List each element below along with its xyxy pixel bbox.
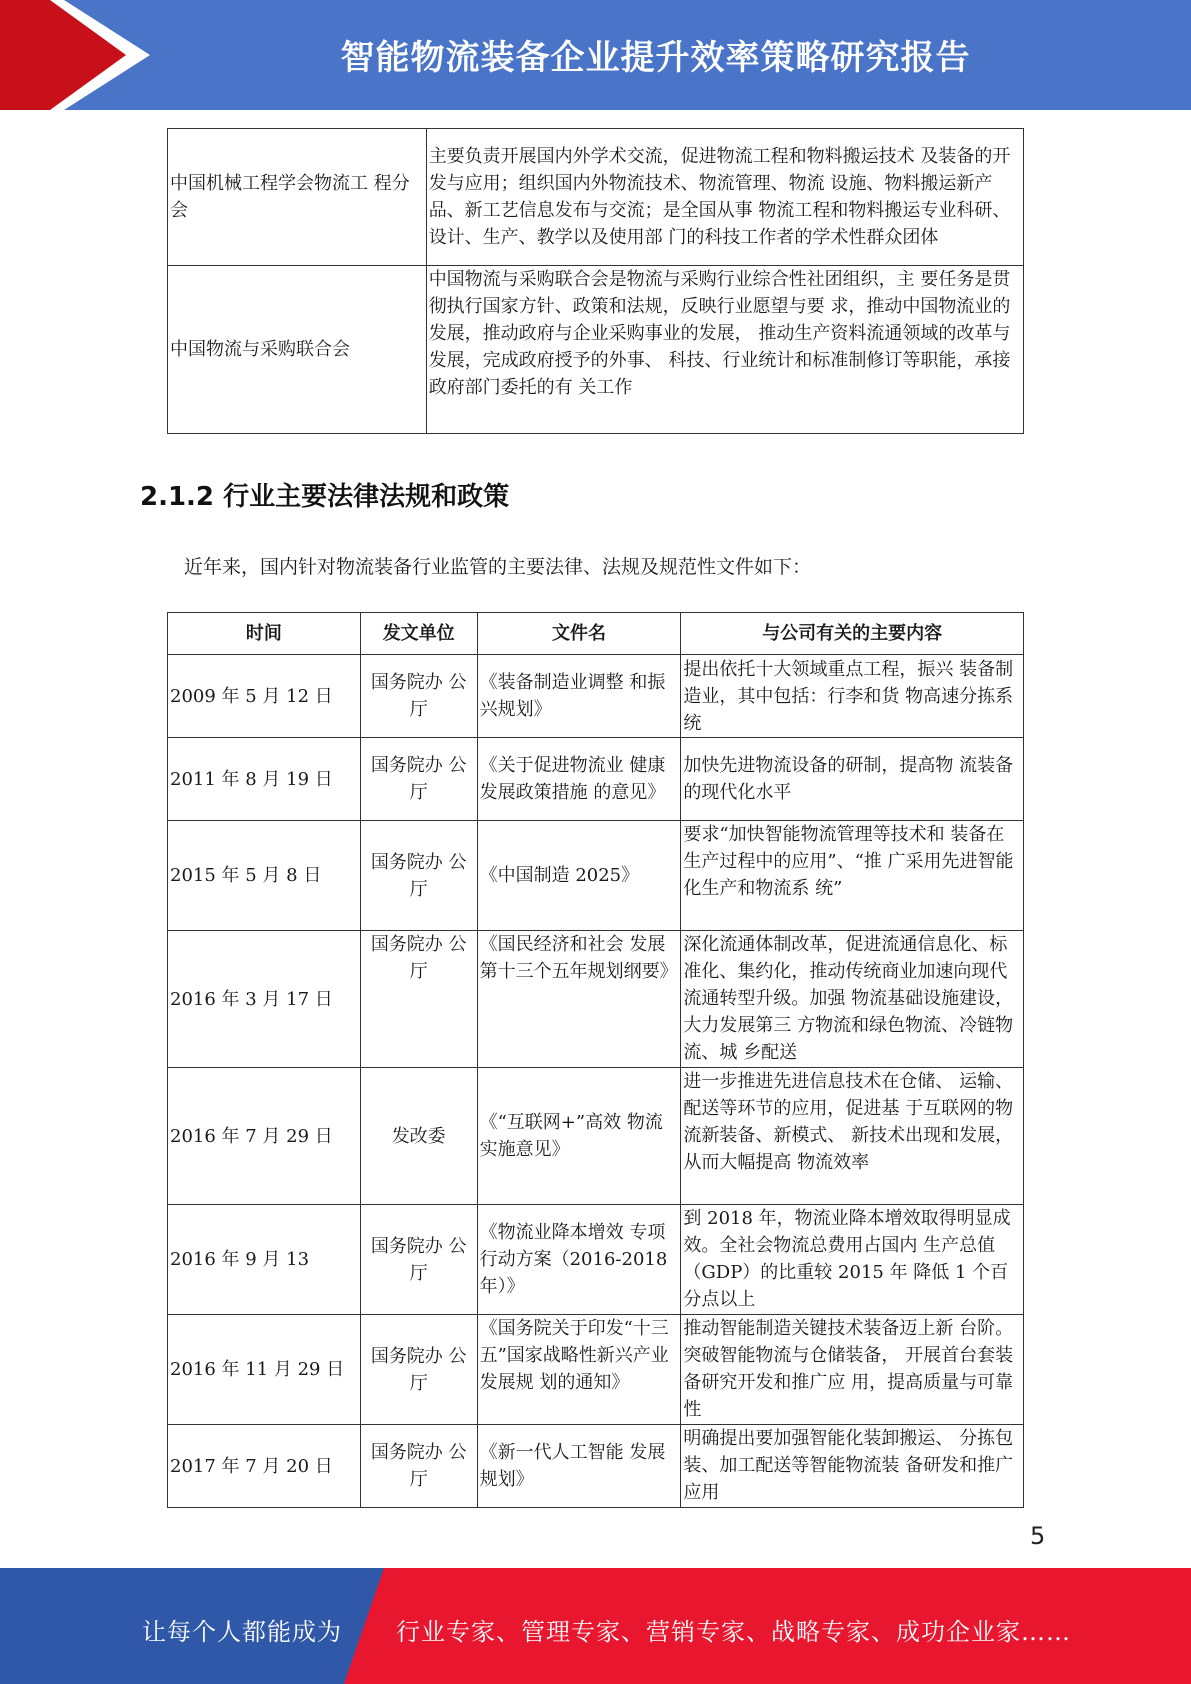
page-footer	[0, 1568, 1191, 1684]
policy-content: 明确提出要加强智能化装卸搬运、 分拣包装、加工配送等智能物流装 备研发和推广应用	[681, 1425, 1024, 1508]
table-row	[168, 266, 1024, 434]
policy-time: 2016 年 9 月 13	[168, 1205, 361, 1315]
policy-content: 加快先进物流设备的研制，提高物 流装备的现代化水平	[681, 738, 1024, 821]
table-row	[168, 1205, 1024, 1315]
org-name: 中国机械工程学会物流工 程分会	[168, 129, 427, 266]
table-row	[168, 655, 1024, 738]
policy-time: 2016 年 11 月 29 日	[168, 1315, 361, 1425]
organization-table	[167, 128, 1024, 434]
table-row	[168, 738, 1024, 821]
policy-document: 《国务院关于印发“十三五”国家战略性新兴产业发展规 划的通知》	[477, 1315, 681, 1425]
org-description: 主要负责开展国内外学术交流，促进物流工程和物料搬运技术 及装备的开发与应用；组织国内外物流技术、物流管理、物流 设施、物料搬运新产品、新工艺信息发布与交流；是全国从事 物流工程和物料搬运专业科研、设计、生产、教学以及使用部 门的科技工作者的学术性群众团体	[426, 129, 1023, 266]
table-row	[168, 1068, 1024, 1205]
policy-document: 《物流业降本增效 专项行动方案（2016-2018 年）》	[477, 1205, 681, 1315]
policy-document: 《关于促进物流业 健康发展政策措施 的意见》	[477, 738, 681, 821]
policy-issuer: 国务院办 公厅	[360, 1425, 477, 1508]
policy-time: 2009 年 5 月 12 日	[168, 655, 361, 738]
policy-content: 推动智能制造关键技术装备迈上新 台阶。突破智能物流与仓储装备， 开展首台套装备研究开发和推广应 用，提高质量与可靠性	[681, 1315, 1024, 1425]
policy-document: 《国民经济和社会 发展第十三个五年规划纲要》	[477, 931, 681, 1068]
policy-document: 《中国制造 2025》	[477, 821, 681, 931]
section-heading: 2.1.2 行业主要法律法规和政策	[140, 482, 510, 512]
table-row	[168, 931, 1024, 1068]
policy-issuer: 国务院办 公厅	[360, 1315, 477, 1425]
policy-content: 到 2018 年，物流业降本增效取得明显成效。全社会物流总费用占国内 生产总值（GDP）的比重较 2015 年 降低 1 个百分点以上	[681, 1205, 1024, 1315]
policy-time: 2017 年 7 月 20 日	[168, 1425, 361, 1508]
org-description: 中国物流与采购联合会是物流与采购行业综合性社团组织，主 要任务是贯彻执行国家方针、政策和法规，反映行业愿望与要 求，推动中国物流业的发展，推动政府与企业采购事业的发展， 推动生产资料流通领域的改革与发展，完成政府授予的外事、 科技、行业统计和标准制修订等职能，承接政府部门委托的有 关工作	[426, 266, 1023, 434]
footer-slogan-right: 行业专家、管理专家、营销专家、战略专家、成功企业家……	[396, 1618, 1071, 1646]
column-header-content: 与公司有关的主要内容	[681, 613, 1024, 655]
column-header-time: 时间	[168, 613, 361, 655]
policy-time: 2011 年 8 月 19 日	[168, 738, 361, 821]
policy-document: 《装备制造业调整 和振兴规划》	[477, 655, 681, 738]
policy-time: 2016 年 3 月 17 日	[168, 931, 361, 1068]
page-header	[0, 0, 1191, 110]
policy-content: 进一步推进先进信息技术在仓储、 运输、配送等环节的应用，促进基 于互联网的物流新装备、新模式、 新技术出现和发展，从而大幅提高 物流效率	[681, 1068, 1024, 1205]
section-intro: 近年来，国内针对物流装备行业监管的主要法律、法规及规范性文件如下：	[184, 556, 812, 578]
footer-slogan-left: 让每个人都能成为	[142, 1618, 342, 1646]
policy-table	[167, 612, 1024, 1508]
table-row	[168, 821, 1024, 931]
report-title: 智能物流装备企业提升效率策略研究报告	[340, 38, 971, 78]
table-row	[168, 1425, 1024, 1508]
policy-content: 提出依托十大领域重点工程，振兴 装备制造业，其中包括：行李和货 物高速分拣系统	[681, 655, 1024, 738]
policy-issuer: 国务院办 公厅	[360, 738, 477, 821]
table-row	[168, 129, 1024, 266]
table-row	[168, 1315, 1024, 1425]
policy-content: 深化流通体制改革，促进流通信息化、标准化、集约化，推动传统商业加速向现代流通转型升级。加强 物流基础设施建设，大力发展第三 方物流和绿色物流、冷链物流、城 乡配送	[681, 931, 1024, 1068]
page-number: 5	[1030, 1522, 1046, 1550]
policy-issuer: 国务院办 公厅	[360, 655, 477, 738]
column-header-document: 文件名	[477, 613, 681, 655]
policy-issuer: 国务院办 公厅	[360, 1205, 477, 1315]
policy-content: 要求“加快智能物流管理等技术和 装备在生产过程中的应用”、“推 广采用先进智能化生产和物流系 统”	[681, 821, 1024, 931]
org-name: 中国物流与采购联合会	[168, 266, 427, 434]
column-header-issuer: 发文单位	[360, 613, 477, 655]
policy-document: 《“互联网+”高效 物流实施意见》	[477, 1068, 681, 1205]
policy-issuer: 国务院办 公厅	[360, 931, 477, 1068]
policy-document: 《新一代人工智能 发展规划》	[477, 1425, 681, 1508]
policy-issuer: 发改委	[360, 1068, 477, 1205]
policy-time: 2015 年 5 月 8 日	[168, 821, 361, 931]
policy-issuer: 国务院办 公厅	[360, 821, 477, 931]
policy-time: 2016 年 7 月 29 日	[168, 1068, 361, 1205]
table-header-row	[168, 613, 1024, 655]
